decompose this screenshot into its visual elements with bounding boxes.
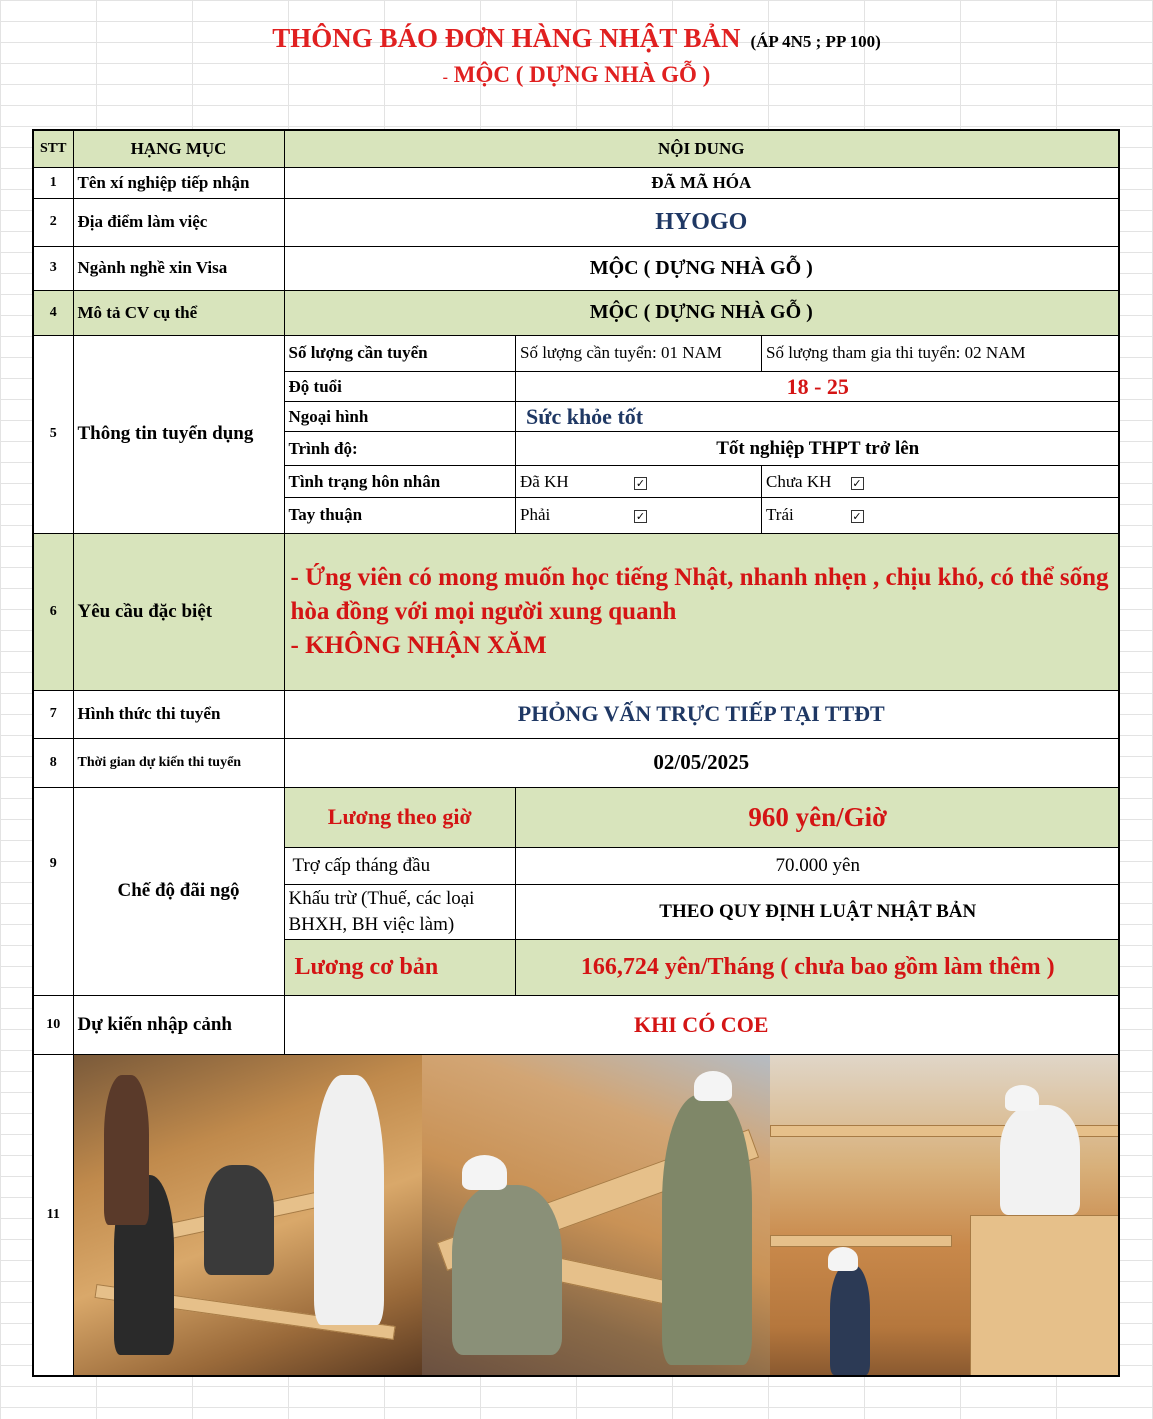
document-title — [0, 20, 1153, 93]
left-hand-checkbox[interactable]: ✓ — [852, 510, 862, 524]
table-row — [33, 787, 1119, 995]
marital-married — [516, 466, 762, 498]
table-row — [285, 940, 1120, 995]
deduction-label: Khấu trừ (Thuế, các loại BHXH, BH việc làm) — [285, 885, 516, 940]
marital-label: Tình trạng hôn nhân — [285, 466, 516, 498]
table-row — [33, 246, 1119, 290]
photos-cell — [73, 1054, 1119, 1376]
photo-workers-floor — [74, 1055, 422, 1375]
handedness-right — [516, 498, 762, 533]
special-requirements — [284, 533, 1119, 690]
handedness-left-label: Trái — [766, 505, 794, 525]
row-4-stt: 4 — [33, 290, 73, 335]
allowance-value: 70.000 yên — [516, 848, 1120, 885]
marital-single-label: Chưa KH — [766, 471, 832, 491]
row-2-stt: 2 — [33, 198, 73, 246]
title-main: THÔNG BÁO ĐƠN HÀNG NHẬT BẢN — [272, 23, 741, 53]
recruitment-info — [284, 335, 1119, 533]
table-row — [33, 290, 1119, 335]
row-1-stt: 1 — [33, 167, 73, 198]
photo-worker-lifting-beam — [422, 1055, 770, 1375]
header-hang-muc: HẠNG MỤC — [73, 130, 284, 167]
row-10-stt: 10 — [33, 995, 73, 1054]
row-10-value: KHI CÓ COE — [284, 995, 1119, 1054]
recruitment-info-table — [285, 336, 1120, 533]
title-line2: MỘC ( DỰNG NHÀ GỖ ) — [453, 62, 711, 87]
table-row — [285, 885, 1120, 940]
marital-single — [762, 466, 1120, 498]
exam-quantity-value: Số lượng tham gia thi tuyển: 02 NAM — [762, 336, 1120, 372]
row-6-label: Yêu cầu đặc biệt — [73, 533, 284, 690]
age-value: 18 - 25 — [516, 372, 1120, 402]
row-6-stt: 6 — [33, 533, 73, 690]
row-1-value: ĐÃ MÃ HÓA — [284, 167, 1119, 198]
deduction-value: THEO QUY ĐỊNH LUẬT NHẬT BẢN — [516, 885, 1120, 940]
row-9-label: Chế độ đãi ngộ — [73, 787, 284, 995]
header-stt: STT — [33, 130, 73, 167]
row-7-value: PHỎNG VẤN TRỰC TIẾP TẠI TTĐT — [284, 690, 1119, 738]
single-checkbox[interactable]: ✓ — [852, 476, 862, 490]
row-11-stt: 11 — [33, 1054, 73, 1376]
table-row — [33, 690, 1119, 738]
row-3-stt: 3 — [33, 246, 73, 290]
benefits — [284, 787, 1119, 995]
married-checkbox[interactable]: ✓ — [635, 476, 646, 490]
appearance-value: Sức khỏe tốt — [516, 402, 1120, 432]
table-row — [285, 466, 1120, 498]
table-row — [33, 1054, 1119, 1376]
education-value: Tốt nghiệp THPT trở lên — [516, 432, 1120, 466]
table-row — [285, 498, 1120, 533]
order-table — [32, 129, 1120, 1377]
handedness-left — [762, 498, 1120, 533]
header-noi-dung: NỘI DUNG — [284, 130, 1119, 167]
table-row — [285, 372, 1120, 402]
row-5-stt: 5 — [33, 335, 73, 533]
base-salary-label: Lương cơ bản — [285, 940, 516, 995]
row-8-label: Thời gian dự kiến thi tuyển — [73, 738, 284, 787]
row-2-label: Địa điểm làm việc — [73, 198, 284, 246]
right-hand-checkbox[interactable]: ✓ — [635, 510, 646, 524]
row-8-value: 02/05/2025 — [284, 738, 1119, 787]
row-5-label: Thông tin tuyển dụng — [73, 335, 284, 533]
handedness-label: Tay thuận — [285, 498, 516, 533]
row-4-label: Mô tả CV cụ thể — [73, 290, 284, 335]
table-row — [33, 995, 1119, 1054]
row-8-stt: 8 — [33, 738, 73, 787]
photo-strip — [74, 1055, 1119, 1375]
table-row — [33, 738, 1119, 787]
table-row — [33, 533, 1119, 690]
table-row — [33, 167, 1119, 198]
row-3-label: Ngành nghề xin Visa — [73, 246, 284, 290]
special-requirement-1: - Ứng viên có mong muốn học tiếng Nhật, nhanh nhẹn , chịu khó, có thể sống hòa đồng với mọi người xung quanh — [290, 563, 1109, 625]
allowance-label: Trợ cấp tháng đầu — [285, 848, 516, 885]
hourly-wage-value: 960 yên/Giờ — [516, 788, 1120, 848]
quantity-value: Số lượng cần tuyển: 01 NAM — [516, 336, 762, 372]
table-row — [285, 788, 1120, 848]
row-7-label: Hình thức thi tuyển — [73, 690, 284, 738]
row-1-label: Tên xí nghiệp tiếp nhận — [73, 167, 284, 198]
age-label: Độ tuổi — [285, 372, 516, 402]
table-row — [285, 432, 1120, 466]
table-header — [33, 130, 1119, 167]
marital-married-label: Đã KH — [520, 471, 569, 491]
table-row — [33, 335, 1119, 533]
appearance-label: Ngoại hình — [285, 402, 516, 432]
table-row — [285, 336, 1120, 372]
base-salary-value: 166,724 yên/Tháng ( chưa bao gồm làm thêm ) — [516, 940, 1120, 995]
table-row — [33, 198, 1119, 246]
quantity-label: Số lượng cần tuyển — [285, 336, 516, 372]
row-2-value: HYOGO — [284, 198, 1119, 246]
title-sub: (ÁP 4N5 ; PP 100) — [750, 32, 881, 51]
row-7-stt: 7 — [33, 690, 73, 738]
row-9-stt: 9 — [33, 787, 73, 995]
row-3-value: MỘC ( DỰNG NHÀ GỖ ) — [284, 246, 1119, 290]
row-4-value: MỘC ( DỰNG NHÀ GỖ ) — [284, 290, 1119, 335]
table-row — [285, 402, 1120, 432]
photo-roof-framing — [770, 1055, 1118, 1375]
table-row — [285, 848, 1120, 885]
row-10-label: Dự kiến nhập cảnh — [73, 995, 284, 1054]
handedness-right-label: Phải — [520, 505, 551, 525]
benefits-table — [285, 788, 1120, 995]
title-dash: - — [442, 69, 448, 86]
special-requirement-2: - KHÔNG NHẬN XĂM — [290, 631, 547, 659]
education-label: Trình độ: — [285, 432, 516, 466]
hourly-wage-label: Lương theo giờ — [285, 788, 516, 848]
